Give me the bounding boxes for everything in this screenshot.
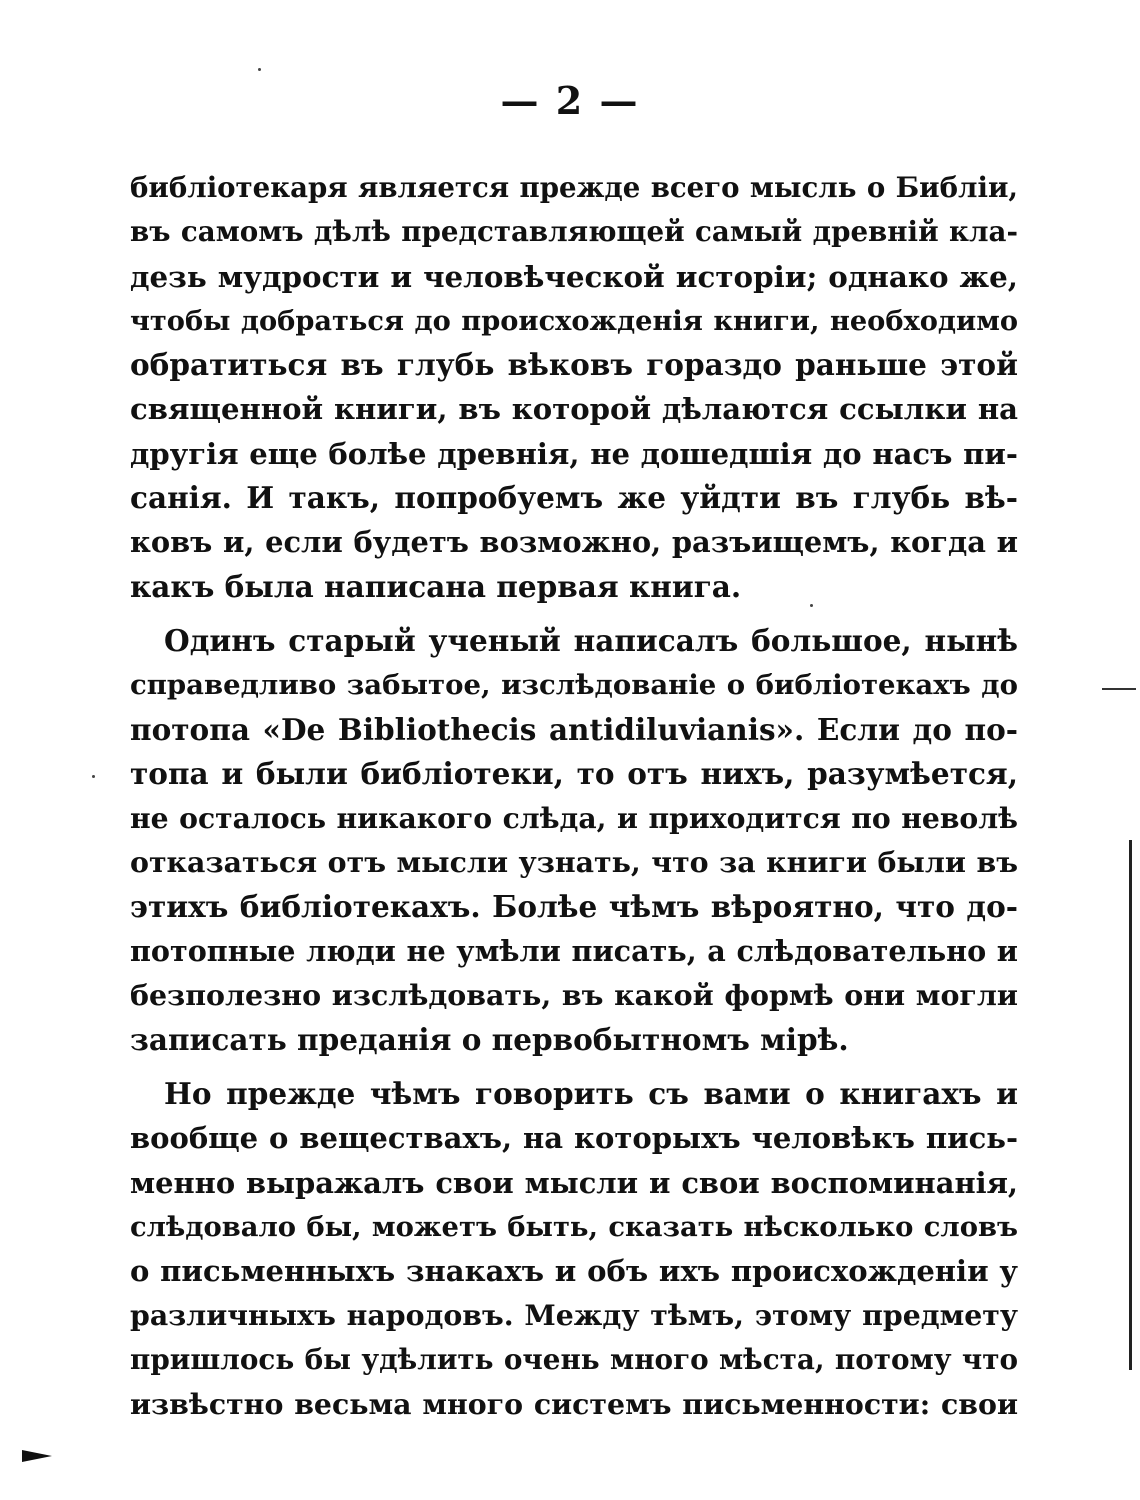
text-line: обратиться въ глубь вѣковъ гораздо раньше этой — [130, 347, 1018, 383]
page-number: — 2 — — [500, 78, 640, 123]
margin-rule — [1129, 840, 1132, 1370]
text-line: дезь мудрости и человѣческой исторіи; однако же, — [130, 258, 1018, 294]
text-line: какъ была написана первая книга. — [130, 568, 742, 604]
margin-dash — [1102, 688, 1136, 690]
paragraph-gap — [130, 1062, 1018, 1072]
text-line: записать преданія о первобытномъ мірѣ. — [130, 1021, 849, 1057]
text-line: справедливо забытое, изслѣдованіе о библіотекахъ до — [130, 669, 1018, 702]
text-line: топа и были библіотеки, то отъ нихъ, разумѣется, — [130, 755, 1018, 791]
text-line: слѣдовало бы, можетъ быть, сказать нѣсколько словъ — [130, 1210, 1018, 1243]
text-line: въ самомъ дѣлѣ представляющей самый древній кла- — [130, 215, 1018, 249]
text-line: другія еще болѣе древнія, не дошедшія до насъ пи- — [130, 436, 1018, 471]
text-line: не осталось никакого слѣда, и приходится по неволѣ — [130, 801, 1018, 836]
margin-arrow-mark — [22, 1450, 52, 1462]
paragraph — [130, 1072, 1018, 1426]
text-line: безполезно изслѣдовать, въ какой формѣ они могли — [130, 978, 1018, 1013]
text-line: ковъ и, если будетъ возможно, разъищемъ, когда и — [130, 525, 1018, 560]
text-line: потопные люди не умѣли писать, а слѣдовательно и — [130, 934, 1018, 969]
text-line: пришлось бы удѣлить очень много мѣста, потому что — [130, 1342, 1018, 1376]
text-line: Но прежде чѣмъ говорить съ вами о книгахъ и — [164, 1075, 1018, 1111]
text-line: вообще о веществахъ, на которыхъ человѣкъ пись- — [130, 1121, 1018, 1156]
paragraph-gap — [130, 609, 1018, 619]
text-line: священной книги, въ которой дѣлаются ссылки на — [130, 392, 1018, 427]
text-line: санія. И такъ, попробуемъ же уйдти въ глубь вѣ- — [130, 480, 1018, 516]
scan-speck — [810, 604, 813, 607]
text-line: Одинъ старый ученый написалъ большое, нынѣ — [164, 622, 1018, 658]
text-line: отказаться отъ мысли узнать, что за книги были въ — [130, 845, 1018, 880]
paragraph — [130, 619, 1018, 1062]
body-text — [130, 166, 1018, 1426]
text-line: чтобы добраться до происхожденія книги, необходимо — [130, 304, 1018, 337]
text-line: библіотекаря является прежде всего мысль о Библіи, — [130, 171, 1018, 204]
text-line: менно выражалъ свои мысли и свои воспоминанія, — [130, 1165, 1018, 1200]
text-line: потопа «De Bibliothecis antidiluvianis». Если до по- — [130, 711, 1018, 747]
text-line: о письменныхъ знакахъ и объ ихъ происхожденіи у — [130, 1254, 1018, 1289]
text-line: этихъ библіотекахъ. Болѣе чѣмъ вѣроятно, что до- — [130, 888, 1018, 924]
scan-speck — [92, 775, 95, 778]
paragraph — [130, 166, 1018, 609]
text-line: извѣстно весьма много системъ письменности: свои — [130, 1387, 1018, 1422]
scan-speck — [258, 68, 261, 71]
text-line: различныхъ народовъ. Между тѣмъ, этому предмету — [130, 1298, 1018, 1333]
